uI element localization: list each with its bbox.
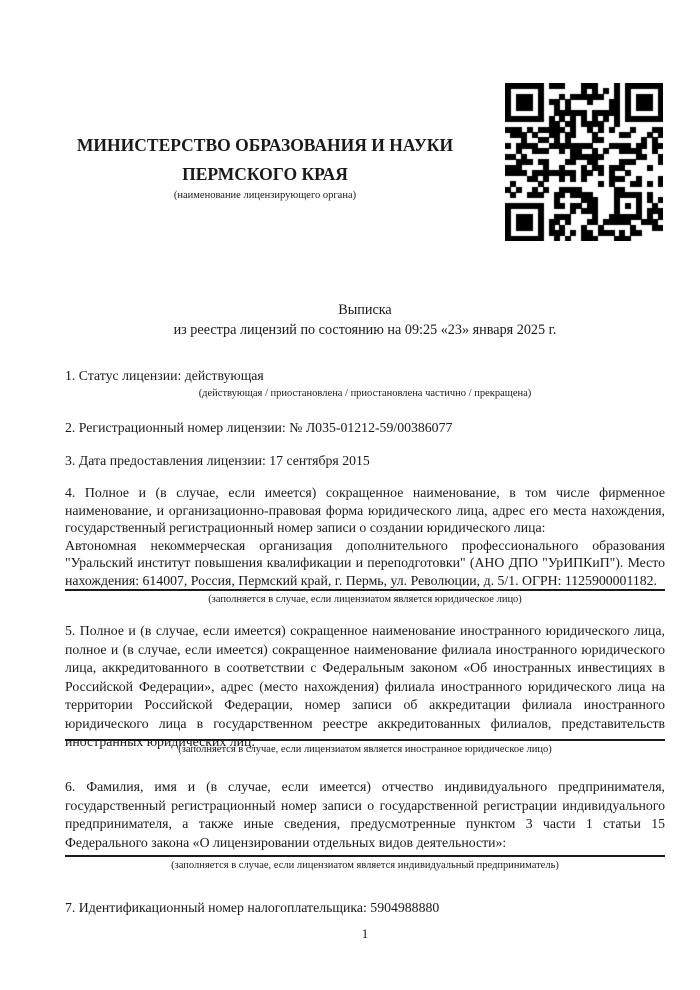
legal-entity-fill-rule (65, 589, 665, 591)
license-status-item: 1. Статус лицензии: действующая (65, 368, 264, 383)
licensing-authority-line2: ПЕРМСКОГО КРАЯ (182, 164, 348, 184)
individual-entrepreneur-fill-rule (65, 855, 665, 857)
legal-entity-prompt: 4. Полное и (в случае, если имеется) сокращенное наименование, в том числе фирменное наименование, и организационно-правовая форма юридического лица, адрес его места нахождения, государственный регистрационный номер записи о создании юридического лица: (65, 485, 665, 535)
foreign-entity-note: (заполняется в случае, если лицензиатом является иностранное юридическое лицо) (178, 744, 552, 755)
registration-number-item: 2. Регистрационный номер лицензии: № Л035-01212-59/00386077 (65, 420, 453, 435)
individual-entrepreneur-note: (заполняется в случае, если лицензиатом является индивидуальный предприниматель) (171, 860, 559, 871)
document-subtitle: из реестра лицензий по состоянию на 09:25 «23» января 2025 г. (173, 322, 557, 338)
legal-entity-value: Автономная некоммерческая организация дополнительного профессионального образования "Уральский институт повышения квалификации и переподготовки" (АНО ДПО "УрИПКиП"). Место нахождения: 614007, Россия, Пермский край, г. Пермь, ул. Революции, д. 5/1. ОГРН: 1125900001182. (65, 537, 665, 588)
qr-code (505, 83, 663, 241)
foreign-entity-item: 5. Полное и (в случае, если имеется) сокращенное наименование иностранного юридического лица, полное и (в случае, если имеется) сокращенное наименование филиала иностранного юридического лица, аккредитованного в соответствии с Федеральным законом «Об иностранных инвестициях в Российской Федерации», адрес (место нахождения) филиала иностранного юридического лица на территории Российской Федерации, номер записи об аккредитации филиала иностранного юридического лица в государственном реестре аккредитованных филиалов, представительств иностранных юридических лиц: (65, 623, 665, 749)
document-title: Выписка (338, 302, 392, 318)
license-status-note: (действующая / приостановлена / приостановлена частично / прекращена) (198, 388, 532, 399)
individual-entrepreneur-item: 6. Фамилия, имя и (в случае, если имеется) отчество индивидуального предпринимателя, государственный регистрационный номер записи о государственной регистрации индивидуального предпринимателя, а также иные сведения, предусмотренные пунктом 3 части 1 статьи 15 Федерального закона «О лицензировании отдельных видов деятельности»: (65, 779, 665, 850)
inn-item: 7. Идентификационный номер налогоплательщика: 5904988880 (65, 900, 440, 915)
grant-date-item: 3. Дата предоставления лицензии: 17 сентября 2015 (65, 453, 370, 468)
licensing-authority-caption: (наименование лицензирующего органа) (173, 190, 357, 201)
legal-entity-item (65, 484, 665, 589)
legal-entity-note: (заполняется в случае, если лицензиатом является юридическое лицо) (208, 594, 522, 605)
document-title-block (65, 300, 665, 340)
licensing-authority-line1: МИНИСТЕРСТВО ОБРАЗОВАНИЯ И НАУКИ (76, 135, 454, 155)
page-number: 1 (361, 926, 369, 941)
foreign-entity-fill-rule (65, 739, 665, 741)
licensing-authority-name (40, 131, 490, 189)
